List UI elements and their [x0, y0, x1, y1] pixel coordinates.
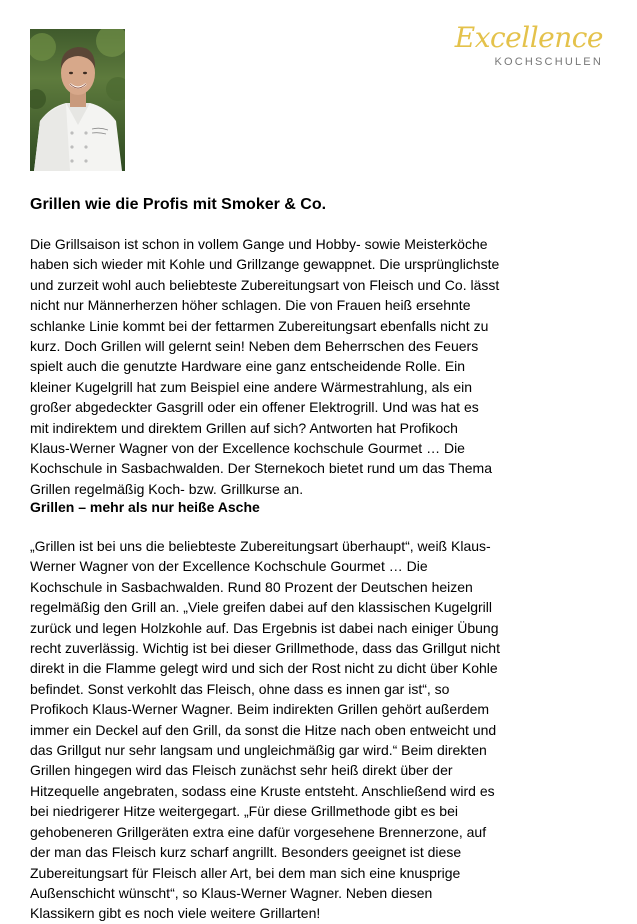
body-line: „Grillen ist bei uns die beliebteste Zubereitungsart überhaupt“, weiß Klaus- [30, 538, 491, 554]
intro-line: Die Grillsaison ist schon in vollem Gange und Hobby- sowie Meisterköche [30, 236, 488, 252]
intro-line: schlanke Linie kommt bei der fettarmen Zubereitungsart ebenfalls nicht zu [30, 317, 489, 334]
intro-line: kleiner Kugelgrill hat zum Beispiel eine andere Wärmestrahlung, als ein [30, 378, 473, 395]
chef-portrait-illustration [30, 29, 125, 171]
body-line: Klassikern gibt es noch viele weitere Grillarten! [30, 905, 321, 922]
body-paragraph [30, 536, 610, 924]
intro-line: kurz. Doch Grillen will gelernt sein! Neben dem Beherrschen des Feuers [30, 338, 479, 355]
page-header [0, 0, 637, 180]
intro-line: und zurzeit wohl auch beliebteste Zubereitungsart von Fleisch und Co. lässt [30, 276, 500, 293]
body-line: Grillen hingegen wird das Fleisch zunächst sehr heiß direkt über der [30, 762, 453, 779]
section-subheading: Grillen – mehr als nur heiße Asche [30, 499, 260, 515]
intro-line: großer abgedeckter Gasgrill oder ein offener Elektrogrill. Und was hat es [30, 399, 479, 416]
body-line: immer ein Deckel auf den Grill, da sonst die Hitze nach oben entweicht und [30, 721, 497, 738]
body-line: bei niedrigerer Hitze weitergegart. „Für diese Grillmethode gibt es bei [30, 803, 458, 820]
body-line: direkt in die Flamme gelegt wird und sich der Rost nicht zu dicht über Kohle [30, 660, 498, 677]
body-line: Außenschicht wünscht“, so Klaus-Werner Wagner. Neben diesen [30, 884, 433, 901]
body-line: das Grillgut nur sehr langsam und ungleichmäßig gar wird.“ Beim direkten [30, 742, 487, 759]
body-line: befindet. Sonst verkohlt das Fleisch, ohne dass es innen gar ist“, so [30, 680, 450, 697]
logo-wordmark: Excellence [454, 21, 603, 54]
logo-subtitle: KOCHSCHULEN [494, 56, 603, 68]
intro-line: mit indirektem und direktem Grillen auf sich? Antworten hat Profikoch [30, 419, 458, 436]
body-line: recht zuverlässig. Wichtig ist bei dieser Grillmethode, dass das Grillgut nicht [30, 640, 500, 657]
article-title: Grillen wie die Profis mit Smoker & Co. [30, 196, 327, 213]
body-line: Hitzequelle angebraten, sodass eine Kruste entsteht. Anschließend wird es [30, 782, 495, 799]
body-line: Profikoch Klaus-Werner Wagner. Beim indirekten Grillen gehört außerdem [30, 701, 490, 718]
body-line: Werner Wagner von der Excellence Kochschule Gourmet … Die [30, 558, 428, 575]
intro-line: haben sich wieder mit Kohle und Grillzange gewappnet. Die ursprünglichste [30, 256, 500, 273]
intro-line: Grillen regelmäßig Koch- bzw. Grillkurse an. [30, 480, 304, 497]
excellence-kochschulen-logo [455, 22, 603, 69]
intro-line: spielt auch die genutzte Hardware eine ganz entscheidende Rolle. Ein [30, 358, 466, 375]
body-line: gehobeneren Grillgeräten extra eine dafür vorgesehene Brennerzone, auf [30, 823, 487, 840]
body-line: Zubereitungsart für Fleisch aller Art, bei dem man sich eine knusprige [30, 864, 461, 881]
body-line: Kochschule in Sasbachwalden. Rund 80 Prozent der Deutschen heizen [30, 578, 473, 595]
body-line: der man das Fleisch kurz scharf angrillt. Besonders geeignet ist diese [30, 844, 462, 861]
chef-portrait-photo [30, 29, 125, 171]
body-line: regelmäßig den Grill an. „Viele greifen dabei auf den klassischen Kugelgrill [30, 599, 492, 616]
intro-line: nicht nur Männerherzen höher schlagen. Die von Frauen heiß ersehnte [30, 297, 471, 314]
intro-line: Klaus-Werner Wagner von der Excellence kochschule Gourmet … Die [30, 440, 465, 457]
intro-paragraph [30, 234, 610, 499]
intro-line: Kochschule in Sasbachwalden. Der Sternekoch bietet rund um das Thema [30, 460, 493, 477]
body-line: zurück und legen Holzkohle auf. Das Ergebnis ist dabei nach einiger Übung [30, 619, 499, 636]
